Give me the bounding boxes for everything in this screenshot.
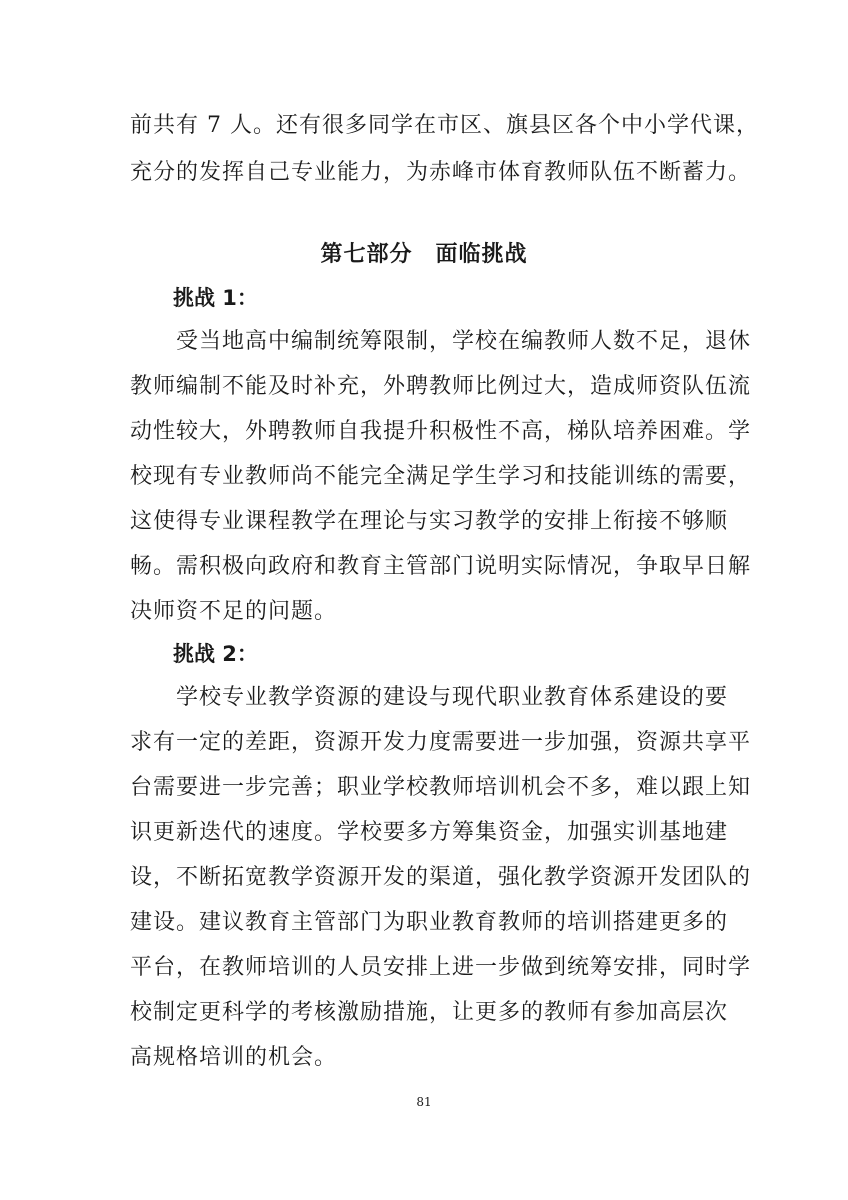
paragraph-line: 高规格培训的机会。 [130, 1045, 338, 1070]
paragraph-line: 台需要进一步完善；职业学校教师培训机会不多，难以跟上知 [130, 775, 752, 800]
paragraph-line: 设，不断拓宽教学资源开发的渠道，强化教学资源开发团队的 [130, 865, 752, 890]
paragraph-line: 校制定更科学的考核激励措施，让更多的教师有参加高层次 [130, 1000, 729, 1025]
paragraph-line: 畅。需积极向政府和教育主管部门说明实际情况，争取早日解 [130, 554, 752, 579]
paragraph-line: 建设。建议教育主管部门为职业教育教师的培训搭建更多的 [130, 910, 729, 935]
page-number: 81 [416, 1095, 432, 1109]
challenge-2-label: 挑战 2： [173, 642, 258, 666]
paragraph-line: 动性较大，外聘教师自我提升积极性不高，梯队培养困难。学 [130, 419, 752, 444]
paragraph-line: 平台，在教师培训的人员安排上进一步做到统筹安排，同时学 [130, 955, 752, 980]
paragraph-line: 校现有专业教师尚不能完全满足学生学习和技能训练的需要， [130, 464, 752, 489]
section-title: 第七部分 面临挑战 [320, 242, 528, 267]
paragraph-line: 受当地高中编制统筹限制，学校在编教师人数不足，退休 [130, 329, 752, 354]
paragraph-line: 决师资不足的问题。 [130, 599, 338, 624]
paragraph-line: 学校专业教学资源的建设与现代职业教育体系建设的要 [130, 685, 729, 710]
challenge-1-label: 挑战 1： [173, 286, 258, 310]
paragraph-line: 求有一定的差距，资源开发力度需要进一步加强，资源共享平 [130, 730, 752, 755]
paragraph-line: 这使得专业课程教学在理论与实习教学的安排上衔接不够顺 [130, 509, 729, 534]
paragraph-line: 教师编制不能及时补充，外聘教师比例过大，造成师资队伍流 [130, 374, 752, 399]
paragraph-line: 前共有 7 人。还有很多同学在市区、旗县区各个中小学代课， [130, 113, 759, 138]
paragraph-line: 识更新迭代的速度。学校要多方筹集资金，加强实训基地建 [130, 820, 729, 845]
paragraph-line: 充分的发挥自己专业能力，为赤峰市体育教师队伍不断蓄力。 [130, 160, 752, 185]
